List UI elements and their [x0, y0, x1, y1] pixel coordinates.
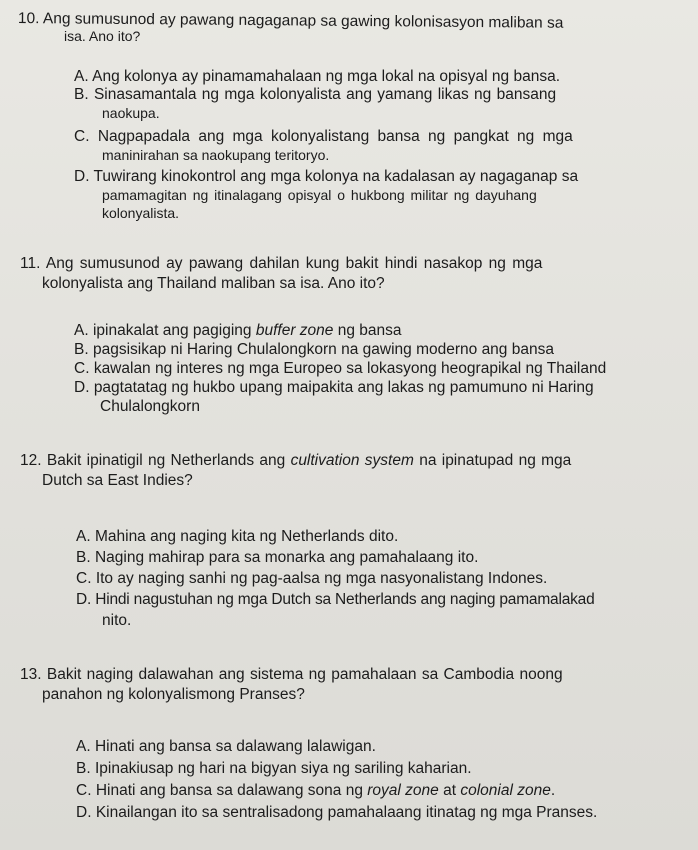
question-10-option-a: A. Ang kolonya ay pinamamahalaan ng mga lokal na opisyal ng bansa.: [74, 68, 561, 85]
question-13-option-d: D. Kinailangan ito sa sentralisadong pamahalaang itinatag ng mga Pranses.: [76, 804, 598, 821]
question-12-option-d-line2: nito.: [102, 612, 132, 629]
question-11-option-c: C. kawalan ng interes ng mga Europeo sa lokasyong heograpikal ng Thailand: [74, 360, 607, 377]
question-12-option-b: B. Naging mahirap para sa monarka ang pamahalaang ito.: [76, 549, 479, 566]
question-10-stem-line1: 10. Ang sumusunod ay pawang nagaganap sa gawing kolonisasyon maliban sa: [17, 10, 564, 32]
question-13-stem-line1: 13. Bakit naging dalawahan ang sistema ng pamahalaan sa Cambodia noong: [20, 666, 563, 683]
question-12-stem-line1: 12. Bakit ipinatigil ng Netherlands ang cultivation system na ipinatupad ng mga: [20, 452, 572, 469]
question-10-option-d-line1: D. Tuwirang kinokontrol ang mga kolonya na kadalasan ay nagaganap sa: [74, 168, 579, 185]
question-10-option-c-line2: maninirahan sa naokupang teritoryo.: [102, 147, 330, 163]
question-10-option-b-line1: B. Sinasamantala ng mga kolonyalista ang yamang likas ng bansang: [74, 86, 557, 103]
question-13-stem-line2: panahon ng kolonyalismong Pranses?: [42, 686, 305, 703]
question-13-option-a: A. Hinati ang bansa sa dalawang lalawigan.: [76, 738, 376, 755]
question-11-option-d-line2: Chulalongkorn: [100, 398, 200, 415]
question-11-option-d-line1: D. pagtatatag ng hukbo upang maipakita ang lakas ng pamumuno ni Haring: [74, 379, 594, 396]
question-10-option-d-line3: kolonyalista.: [102, 205, 180, 221]
question-10-option-d-line2: pamamagitan ng itinalagang opisyal o hukbong militar ng dayuhang: [102, 187, 537, 203]
question-12-option-c: C. Ito ay naging sanhi ng pag-aalsa ng mga nasyonalistang Indones.: [76, 570, 548, 587]
question-12-stem-line2: Dutch sa East Indies?: [42, 472, 193, 489]
question-11-option-b: B. pagsisikap ni Haring Chulalongkorn na gawing moderno ang bansa: [74, 341, 554, 358]
question-12-option-d-line1: D. Hindi nagustuhan ng mga Dutch sa Netherlands ang naging pamamalakad: [76, 591, 595, 608]
question-11-stem-line2: kolonyalista ang Thailand maliban sa isa. Ano ito?: [42, 275, 385, 292]
question-13-option-c: C. Hinati ang bansa sa dalawang sona ng royal zone at colonial zone.: [76, 782, 556, 799]
question-12-option-a: A. Mahina ang naging kita ng Netherlands dito.: [76, 528, 399, 545]
question-11-option-a: A. ipinakalat ang pagiging buffer zone ng bansa: [74, 322, 402, 339]
question-10-stem-line2: isa. Ano ito?: [64, 28, 141, 44]
question-10-option-c-line1: C. Nagpapadala ang mga kolonyalistang bansa ng pangkat ng mga: [74, 128, 573, 145]
question-13-option-b: B. Ipinakiusap ng hari na bigyan siya ng sariling kaharian.: [76, 760, 472, 777]
question-11-stem-line1: 11. Ang sumusunod ay pawang dahilan kung bakit hindi nasakop ng mga: [20, 255, 543, 272]
question-10-option-b-line2: naokupa.: [102, 105, 160, 121]
